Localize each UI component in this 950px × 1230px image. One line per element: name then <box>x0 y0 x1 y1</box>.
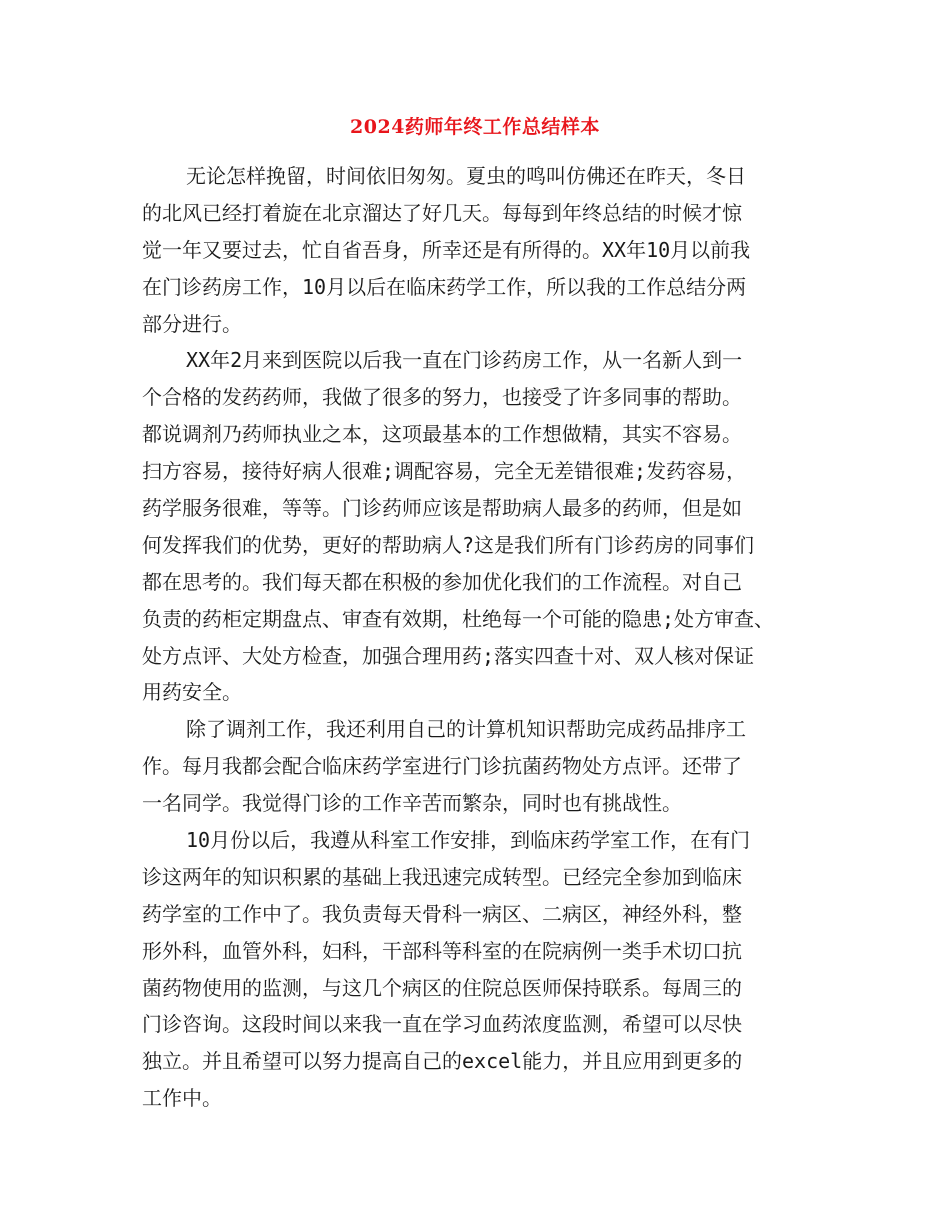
paragraph-line: 的北风已经打着旋在北京溜达了好几天。每每到年终总结的时候才惊 <box>142 200 742 225</box>
paragraph-line: 独立。并且希望可以努力提高自己的excel能力，并且应用到更多的 <box>142 1049 743 1074</box>
paragraph-line: 在门诊药房工作，10月以后在临床药学工作，所以我的工作总结分两 <box>142 274 747 299</box>
paragraph-line: 都说调剂乃药师执业之本，这项最基本的工作想做精，其实不容易。 <box>142 422 742 447</box>
paragraph-line: 无论怎样挽留，时间依旧匆匆。夏虫的鸣叫仿佛还在昨天，冬日 <box>186 164 746 188</box>
paragraph-line: 菌药物使用的监测，与这几个病区的住院总医师保持联系。每周三的 <box>142 975 742 1000</box>
paragraph-line: 何发挥我们的优势，更好的帮助病人?这是我们所有门诊药房的同事们 <box>142 532 755 557</box>
paragraph-line: 形外科，血管外科，妇科，干部科等科室的在院病例一类手术切口抗 <box>142 938 742 963</box>
paragraph-line: 除了调剂工作，我还利用自己的计算机知识帮助完成药品排序工 <box>186 717 746 742</box>
paragraph-line: 负责的药柜定期盘点、审查有效期，杜绝每一个可能的隐患;处方审查、 <box>142 606 775 631</box>
paragraph-line: XX年2月来到医院以后我一直在门诊药房工作，从一名新人到一 <box>186 348 743 373</box>
paragraph-line: 都在思考的。我们每天都在积极的参加优化我们的工作流程。对自己 <box>142 569 742 594</box>
document-body <box>142 158 818 1117</box>
paragraph-line: 门诊咨询。这段时间以来我一直在学习血药浓度监测，希望可以尽快 <box>142 1012 742 1037</box>
paragraph <box>142 158 818 342</box>
paragraph-line: 一名同学。我觉得门诊的工作辛苦而繁杂，同时也有挑战性。 <box>142 791 682 816</box>
paragraph <box>142 342 818 711</box>
paragraph-line: 药学服务很难，等等。门诊药师应该是帮助病人最多的药师，但是如 <box>142 496 742 521</box>
paragraph-line: 觉一年又要过去，忙自省吾身，所幸还是有所得的。XX年10月以前我 <box>142 237 751 262</box>
paragraph-line: 诊这两年的知识积累的基础上我迅速完成转型。已经完全参加到临床 <box>142 864 742 889</box>
paragraph-line: 药学室的工作中了。我负责每天骨科一病区、二病区，神经外科，整 <box>142 901 742 926</box>
paragraph-line: 10月份以后，我遵从科室工作安排，到临床药学室工作，在有门 <box>186 828 751 853</box>
paragraph <box>142 711 818 822</box>
paragraph-line: 作。每月我都会配合临床药学室进行门诊抗菌药物处方点评。还带了 <box>142 754 742 779</box>
paragraph <box>142 822 818 1117</box>
paragraph-line: 部分进行。 <box>142 311 242 336</box>
paragraph-line: 工作中。 <box>142 1086 222 1111</box>
document-title: 2024药师年终工作总结样本 <box>350 116 600 138</box>
paragraph-line: 扫方容易，接待好病人很难;调配容易，完全无差错很难;发药容易， <box>142 459 747 484</box>
paragraph-line: 用药安全。 <box>142 680 242 705</box>
paragraph-line: 处方点评、大处方检查，加强合理用药;落实四查十对、双人核对保证 <box>142 643 755 668</box>
paragraph-line: 个合格的发药药师，我做了很多的努力，也接受了许多同事的帮助。 <box>142 385 742 410</box>
